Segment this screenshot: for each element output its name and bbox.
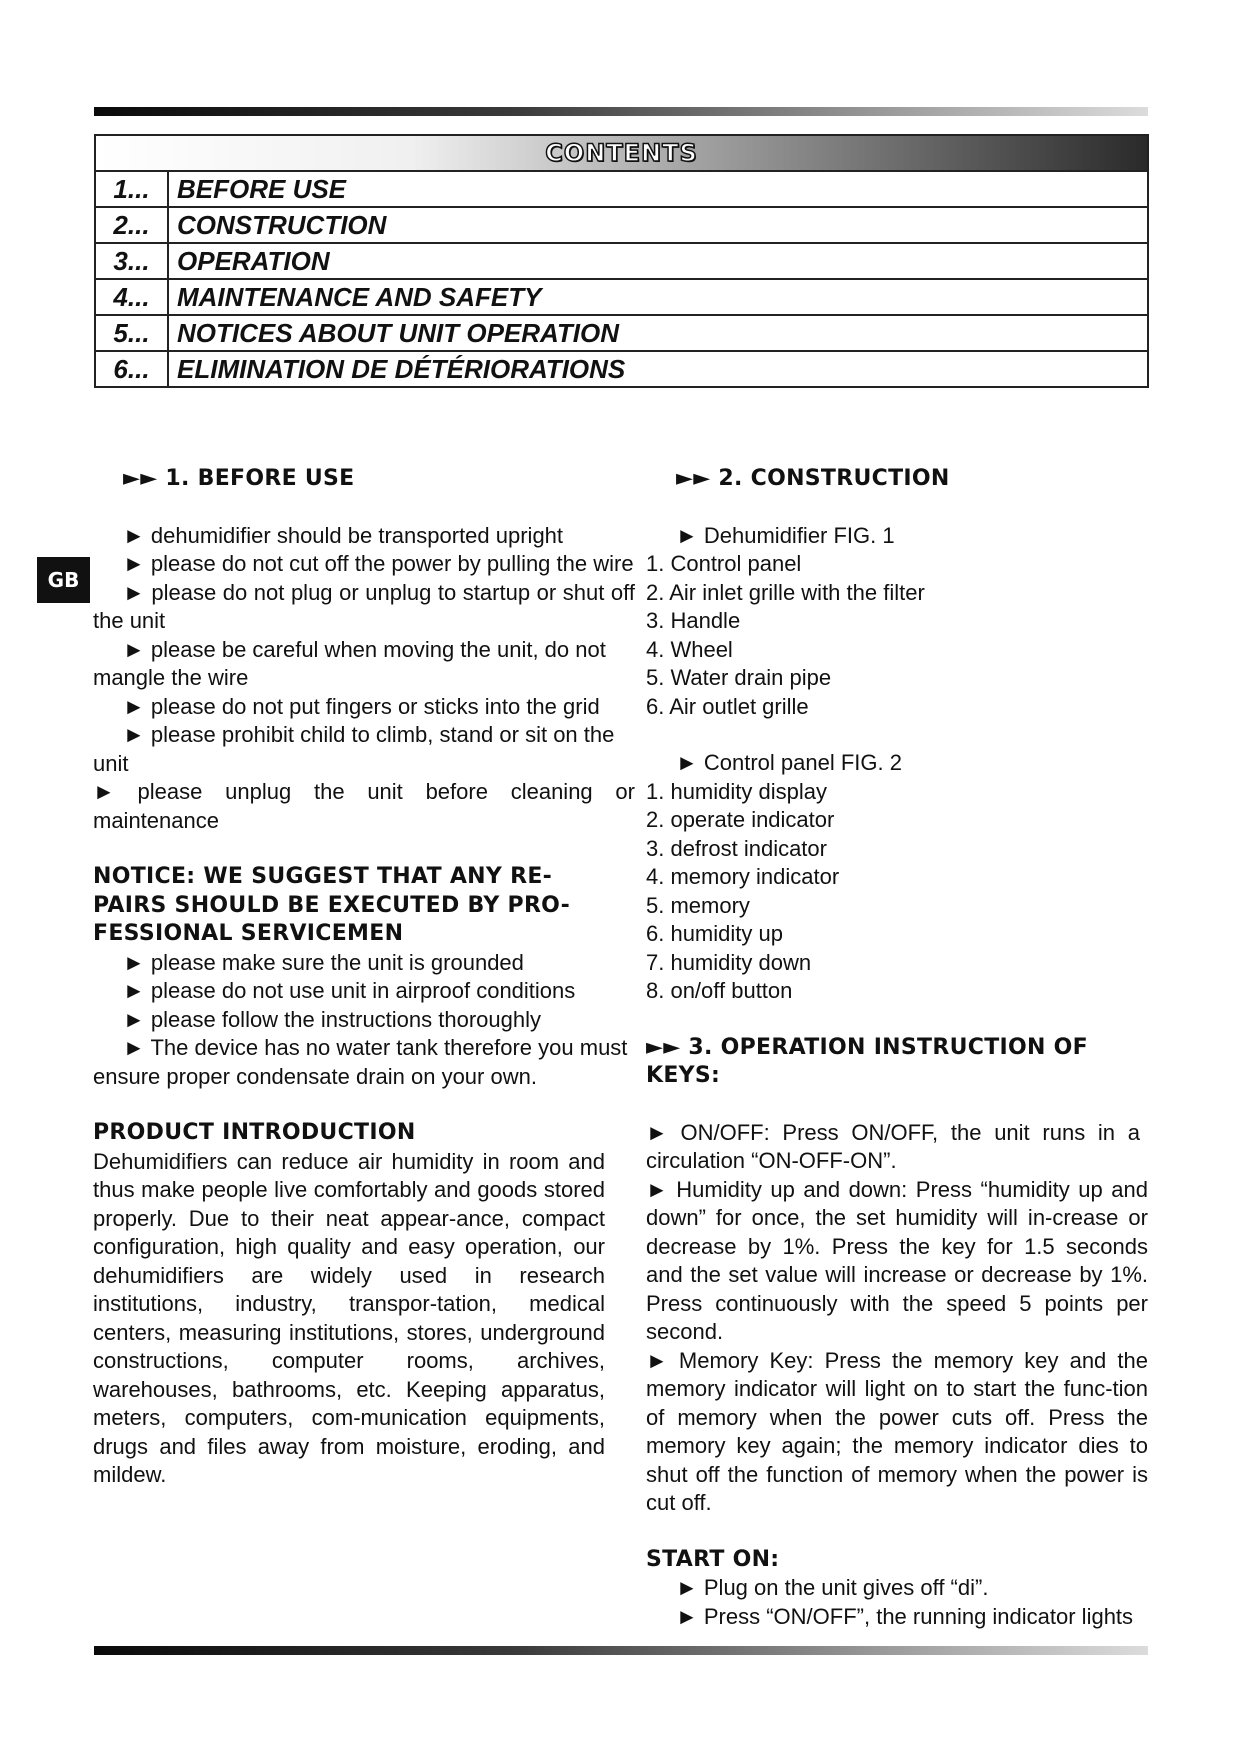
contents-number: 5...: [96, 316, 169, 350]
fig1-item: 3. Handle: [646, 608, 741, 633]
fig1-item: 4. Wheel: [646, 636, 733, 662]
spacer: [93, 494, 635, 522]
product-intro-text: Dehumidifiers can reduce air humidity in room and thus make people live comfortably and goods stored properly. Due to their neat appear-ance, compact configuration, high quality and easy operation, our dehumidifiers are widely used in research institutions, industry, transpor-tation, medical centers, measuring institutions, stores, underground constructions, computer rooms, archives, warehouses, bathrooms, etc. Keeping apparatus, meters, computers, com-munication equipments, drugs and files away from moisture, eroding, and mildew.: [93, 1148, 605, 1487]
repair-notice: NOTICE: WE SUGGEST THAT ANY RE-PAIRS SHOULD BE EXECUTED BY PRO-FESSIONAL SERVICEMEN: [93, 864, 571, 946]
contents-row: [96, 352, 1147, 386]
contents-row: [96, 280, 1147, 316]
operation-paragraph: ► ON/OFF: Press ON/OFF, the unit runs in a circulation “ON-OFF-ON”.: [646, 1119, 1140, 1173]
contents-entry: BEFORE USE: [177, 174, 347, 204]
fig1-item: 2. Air inlet grille with the filter: [646, 579, 925, 605]
contents-row: [96, 208, 1147, 244]
before-use-item: ► please do not plug or unplug to startup or shut off the unit: [93, 579, 635, 633]
contents-entry: NOTICES ABOUT UNIT OPERATION: [177, 318, 619, 348]
contents-row: [96, 172, 1147, 208]
spacer: [646, 721, 1146, 749]
spacer: [646, 1518, 1146, 1546]
before-use-item: ► please do not put fingers or sticks into the grid: [123, 693, 600, 719]
construction-heading: ►► 2. CONSTRUCTION: [676, 466, 950, 491]
before-use-item: ► dehumidifier should be transported upright: [123, 522, 564, 548]
bottom-divider-bar: [94, 1646, 1148, 1655]
before-use-item: ► please do not cut off the power by pulling the wire: [123, 551, 634, 576]
notice-item: ► please do not use unit in airproof conditions: [123, 978, 576, 1003]
spacer: [93, 1091, 635, 1119]
fig2-item: 8. on/off button: [646, 978, 793, 1003]
spacer: [646, 1006, 1146, 1034]
fig2-label: ► Control panel FIG. 2: [676, 750, 902, 775]
fig2-item: 6. humidity up: [646, 921, 783, 946]
operation-paragraph: ► Memory Key: Press the memory key and the memory indicator will light on to start the func-tion of memory when the power cuts off. Press the memory key again; the memory indicator dies to shut off the function of memory when the power is cut off.: [646, 1347, 1148, 1515]
fig2-item: 2. operate indicator: [646, 807, 835, 832]
contents-entry: MAINTENANCE AND SAFETY: [177, 282, 542, 312]
contents-number: 4...: [96, 280, 169, 314]
top-divider-bar: [94, 107, 1148, 116]
fig1-item: 6. Air outlet grille: [646, 693, 809, 719]
before-use-item: ► please prohibit child to climb, stand or sit on the unit: [93, 722, 615, 776]
before-use-item: ► please unplug the unit before cleaning or maintenance: [93, 779, 635, 833]
contents-entry: CONSTRUCTION: [177, 210, 387, 240]
contents-table: [94, 134, 1149, 388]
operation-paragraph: ► Humidity up and down: Press “humidity up and down” for once, the set humidity will in-crease or decrease by 1%. Press the key for 1.5 seconds and the set value will increase or decrease by 1%. Press continuously with the speed 5 points per second.: [646, 1176, 1148, 1344]
before-use-heading: ►► 1. BEFORE USE: [123, 466, 355, 491]
contents-row: [96, 244, 1147, 280]
right-column: [646, 462, 1146, 1631]
fig1-label: ► Dehumidifier FIG. 1: [676, 522, 895, 548]
start-on-item: ► Press “ON/OFF”, the running indicator lights: [676, 1603, 1134, 1629]
contents-entry: OPERATION: [177, 246, 330, 276]
spacer: [93, 835, 635, 863]
fig2-item: 1. humidity display: [646, 778, 827, 804]
fig2-item: 7. humidity down: [646, 949, 812, 975]
notice-item: ► please follow the instructions thoroughly: [123, 1006, 541, 1032]
contents-row: [96, 316, 1147, 352]
spacer: [646, 1091, 1146, 1119]
spacer: [646, 494, 1146, 522]
contents-title: CONTENTS: [545, 139, 698, 167]
operation-heading: ►► 3. OPERATION INSTRUCTION OF KEYS:: [646, 1034, 1088, 1088]
before-use-item: ► please be careful when moving the unit, do not mangle the wire: [93, 636, 606, 690]
notice-item: ► please make sure the unit is grounded: [123, 949, 524, 975]
fig2-item: 4. memory indicator: [646, 864, 840, 889]
start-on-heading: START ON:: [646, 1546, 780, 1572]
contents-number: 6...: [96, 352, 169, 386]
contents-number: 3...: [96, 244, 169, 278]
left-column: [93, 462, 635, 1490]
language-badge: GB: [37, 557, 90, 603]
fig1-item: 5. Water drain pipe: [646, 665, 832, 690]
product-intro-heading: PRODUCT INTRODUCTION: [93, 1120, 416, 1145]
contents-header: [96, 136, 1147, 172]
fig2-item: 5. memory: [646, 892, 750, 918]
fig2-item: 3. defrost indicator: [646, 835, 827, 861]
start-on-item: ► Plug on the unit gives off “di”.: [676, 1575, 989, 1600]
notice-item: ► The device has no water tank therefore you must ensure proper condensate drain on your own.: [93, 1035, 628, 1089]
contents-number: 2...: [96, 208, 169, 242]
contents-number: 1...: [96, 172, 169, 206]
fig1-item: 1. Control panel: [646, 551, 802, 576]
contents-entry: ELIMINATION DE DÉTÉRIORATIONS: [177, 354, 626, 384]
